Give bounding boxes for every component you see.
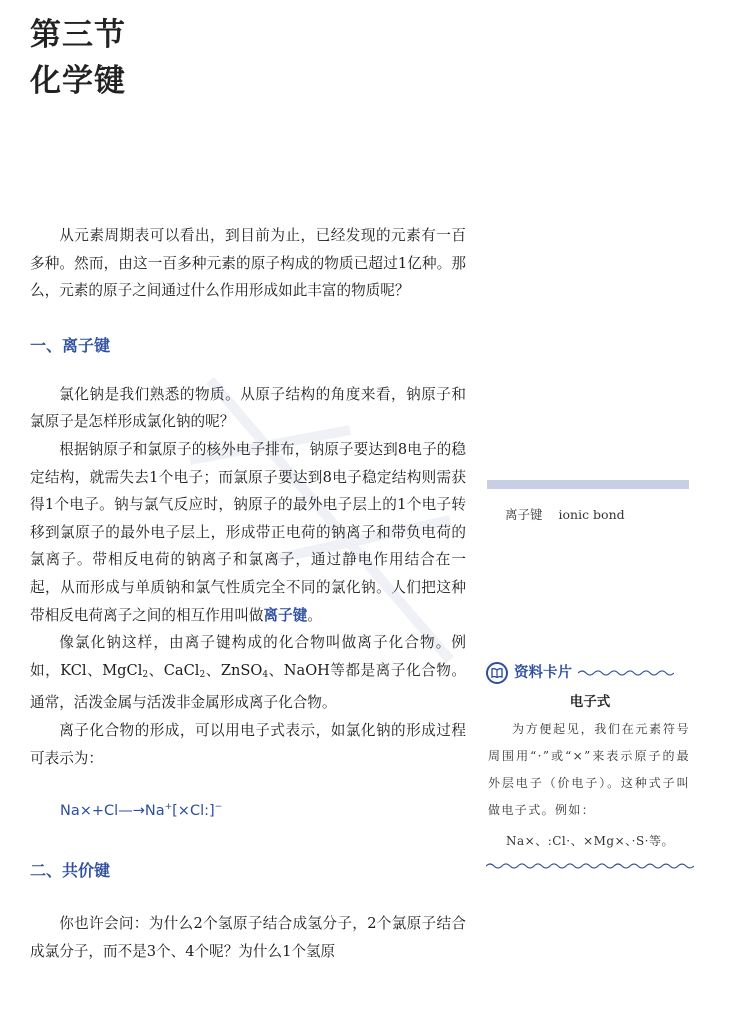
electron-formula-equation: Na×+Cl—→Na+[×Cl:]−	[60, 802, 223, 820]
card-title: 资料卡片	[514, 665, 572, 681]
card-text: 为方便起见，我们在元素符号周围用“·”或“×”来表示原子的最外层电子（价电子）。这种式子叫做电子式。例如：	[488, 722, 690, 817]
section-number: 第三节	[30, 17, 126, 53]
glossary-bar	[487, 480, 689, 489]
card-subtitle: 电子式	[569, 694, 611, 710]
section-heading-covalent-bond: 二、共价键	[30, 861, 111, 881]
paragraph: 你也许会问：为什么2个氢原子结合成氢分子，2个氯原子结合成氯分子，而不是3个、4个呢？为什么1个氢原	[30, 915, 466, 960]
page-title	[30, 12, 126, 104]
glossary-term-zh: 离子键	[505, 507, 543, 522]
paragraph: 离子化合物的形成，可以用电子式表示，如氯化钠的形成过程可表示为：	[30, 721, 466, 767]
book-icon	[486, 662, 508, 684]
wave-divider	[578, 668, 674, 678]
paragraph: 氯化钠是我们熟悉的物质。从原子结构的角度来看，钠原子和氯原子是怎样形成氯化钠的呢？	[30, 385, 466, 431]
glossary-box	[487, 480, 689, 542]
chapter-title: 化学键	[30, 63, 126, 99]
paragraph: 像氯化钠这样，由离子键构成的化合物叫做离子化合物。例如，KCl、MgCl$_2$、CaCl$_2$、ZnSO$_4$、NaOH等都是离子化合物。通常，活泼金属与活泼非金属形成离子化合物。	[30, 634, 466, 712]
glossary-term-en: ionic bond	[558, 507, 625, 522]
card-example: Na×、:Cl·、×Mg×、·S·等。	[505, 834, 674, 848]
intro-paragraph: 从元素周期表可以看出，到目前为止，已经发现的元素有一百多种。然而，由这一百多种元素的原子构成的物质已超过1亿种。那么，元素的原子之间通过什么作用形成如此丰富的物质呢？	[30, 227, 466, 300]
wave-divider	[486, 861, 694, 871]
main-text	[30, 222, 466, 965]
keyword-ionic-bond: 离子键	[263, 606, 308, 624]
section-heading-ionic-bond: 一、离子键	[30, 335, 111, 355]
info-card	[486, 660, 694, 880]
paragraph: 根据钠原子和氯原子的核外电子排布，钠原子要达到8电子的稳定结构，就需失去1个电子；而氯原子要达到8电子稳定结构则需获得1个电子。钠与氯气反应时，钠原子的最外电子层上的1个电子转移到氯原子的最外电子层上，形成带正电荷的钠离子和带负电荷的氯离子。带相反电荷的钠离子和氯离子，通过静电作用结合在一起，从而形成与单质钠和氯气性质完全不同的氯化钠。人们把这种带相反电荷离子之间的相互作用叫做离子键。	[30, 440, 466, 624]
